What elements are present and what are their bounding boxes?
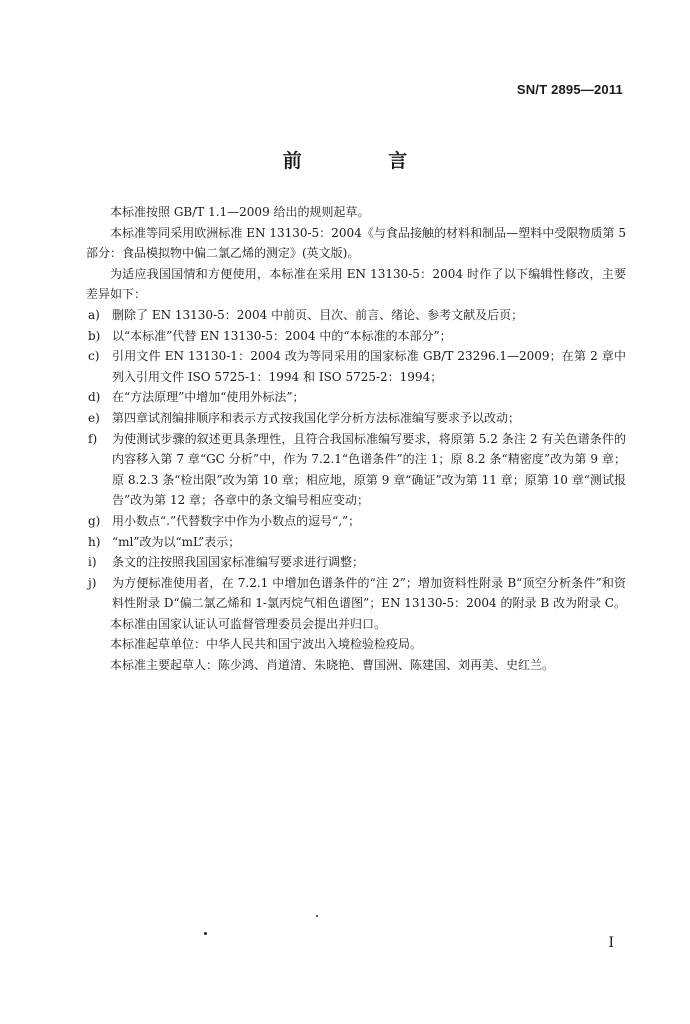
list-item <box>86 552 626 573</box>
list-item-label: b) <box>88 328 101 343</box>
intro-paragraph-adoption: 本标准等同采用欧洲标准 EN 13130-5：2004《与食品接触的材料和制品—塑料中受限物质第 5 部分：食品模拟物中偏二氯乙烯的测定》(英文版)。 <box>86 225 626 261</box>
list-item-text: 引用文件 EN 13130-1：2004 改为等同采用的国家标准 GB/T 23296.1—2009；在第 2 章中列入引用文件 ISO 5725-1：1994 和 ISO 5725-2：1994； <box>112 349 626 384</box>
page-title: 前 言 <box>282 150 448 172</box>
list-item-label: c) <box>88 349 100 364</box>
list-item <box>86 408 626 429</box>
list-item-label: e) <box>88 410 100 425</box>
list-item-label: f) <box>88 431 98 446</box>
list-item-label: j) <box>88 575 97 590</box>
intro-paragraph-modifications: 为适应我国国情和方便使用，本标准在采用 EN 13130-5：2004 时作了以下编辑性修改，主要差异如下： <box>86 266 626 302</box>
list-item-text: 第四章试剂编排顺序和表示方式按我国化学分析方法标准编写要求予以改动； <box>112 410 521 425</box>
list-item-text: 以“本标准”代替 EN 13130-5：2004 中的“本标准的本部分”； <box>112 328 452 343</box>
list-item-text: “ml”改为以“mL”表示； <box>112 534 241 549</box>
list-item <box>86 346 626 387</box>
document-body <box>86 202 626 676</box>
list-item <box>86 387 626 408</box>
list-item-label: a) <box>88 307 100 322</box>
list-item-label: d) <box>88 390 101 405</box>
list-item <box>86 573 626 614</box>
standard-code: SN/T 2895—2011 <box>516 82 623 97</box>
list-item-label: h) <box>88 534 101 549</box>
list-item <box>86 511 626 532</box>
list-item-text: 删除了 EN 13130-5：2004 中前页、目次、前言、绪论、参考文献及后页； <box>112 307 524 322</box>
list-item-text: 在“方法原理”中增加“使用外标法”； <box>112 390 305 405</box>
closing-paragraph-drafters: 本标准主要起草人：陈少鸿、肖道清、朱晓艳、曹国洲、陈建国、刘再美、史红兰。 <box>110 658 555 673</box>
scan-speck <box>316 915 318 917</box>
list-item-label: g) <box>88 513 101 528</box>
list-item <box>86 305 626 326</box>
list-item-text: 条文的注按照我国国家标准编写要求进行调整； <box>112 555 365 570</box>
list-item <box>86 532 626 553</box>
intro-paragraph-drafting-rules: 本标准按照 GB/T 1.1—2009 给出的规则起草。 <box>110 205 370 219</box>
closing-paragraph-proposer: 本标准由国家认证认可监督管理委员会提出并归口。 <box>110 616 387 631</box>
list-item-text: 为使测试步骤的叙述更具条理性，且符合我国标准编写要求，将原第 5.2 条注 2 有关色谱条件的内容移入第 7 章“GC 分析”中，作为 7.2.1“色谱条件”的注 1；原 8.2 条“精密度”改为第 9 章；原 8.2.3 条“检出限”改为第 10 章；相应地，原第 9 章“确证”改为第 11 章；原第 10 章“测试报告”改为第 12 章；各章中的条文编号相应变动； <box>112 431 626 508</box>
list-item <box>86 326 626 347</box>
list-item-label: i) <box>88 555 97 570</box>
scan-speck <box>204 932 207 935</box>
list-item-text: 用小数点“.”代替数字中作为小数点的逗号“,”； <box>112 513 361 528</box>
page-number: I <box>608 935 614 951</box>
closing-paragraph-drafting-unit: 本标准起草单位：中华人民共和国宁波出入境检验检疫局。 <box>110 637 423 652</box>
list-item <box>86 429 626 511</box>
list-item-text: 为方便标准使用者，在 7.2.1 中增加色谱条件的“注 2”；增加资料性附录 B“顶空分析条件”和资料性附录 D“偏二氯乙烯和 1-氯丙烷气相色谱图”；EN 13130-5：2004 的附录 B 改为附录 C。 <box>112 575 626 611</box>
